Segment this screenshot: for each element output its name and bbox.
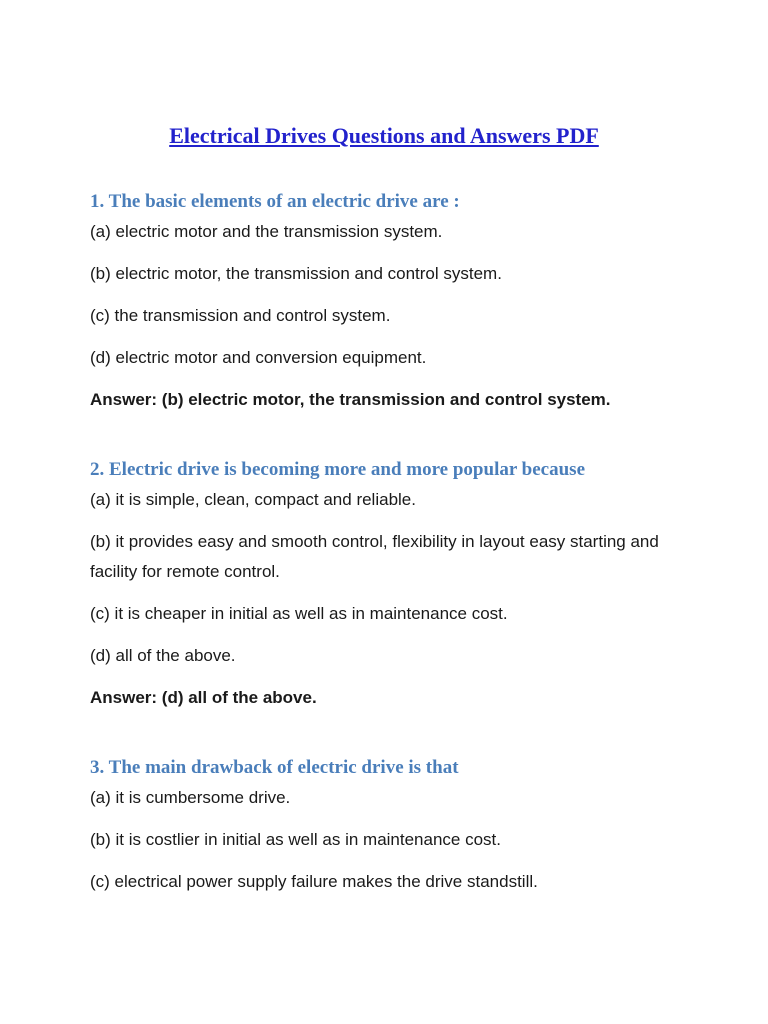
- question-3-option-b: (b) it is costlier in initial as well as in maintenance cost.: [90, 830, 501, 849]
- question-2-heading: 2. Electric drive is becoming more and more popular because: [90, 459, 586, 480]
- question-1-option-c: (c) the transmission and control system.: [90, 306, 391, 325]
- question-block-2: [90, 455, 678, 713]
- question-2-option-b: (b) it provides easy and smooth control, flexibility in layout easy starting and facility for remote control.: [90, 532, 659, 581]
- question-2-option-a: (a) it is simple, clean, compact and reliable.: [90, 490, 416, 509]
- document-title-link[interactable]: Electrical Drives Questions and Answers PDF: [169, 123, 599, 148]
- question-3-heading: 3. The main drawback of electric drive is that: [90, 757, 459, 778]
- page-title: [90, 121, 678, 151]
- question-1-answer: Answer: (b) electric motor, the transmission and control system.: [90, 390, 611, 409]
- question-2-option-c: (c) it is cheaper in initial as well as in maintenance cost.: [90, 604, 508, 623]
- question-3-option-a: (a) it is cumbersome drive.: [90, 788, 291, 807]
- question-1-option-d: (d) electric motor and conversion equipment.: [90, 348, 427, 367]
- question-block-1: [90, 187, 678, 415]
- question-2-option-d: (d) all of the above.: [90, 646, 236, 665]
- question-1-option-a: (a) electric motor and the transmission system.: [90, 222, 443, 241]
- question-3-option-c: (c) electrical power supply failure makes the drive standstill.: [90, 872, 538, 891]
- question-2-answer: Answer: (d) all of the above.: [90, 688, 317, 707]
- question-1-option-b: (b) electric motor, the transmission and control system.: [90, 264, 502, 283]
- question-1-heading: 1. The basic elements of an electric drive are :: [90, 191, 460, 212]
- question-block-3: [90, 753, 678, 897]
